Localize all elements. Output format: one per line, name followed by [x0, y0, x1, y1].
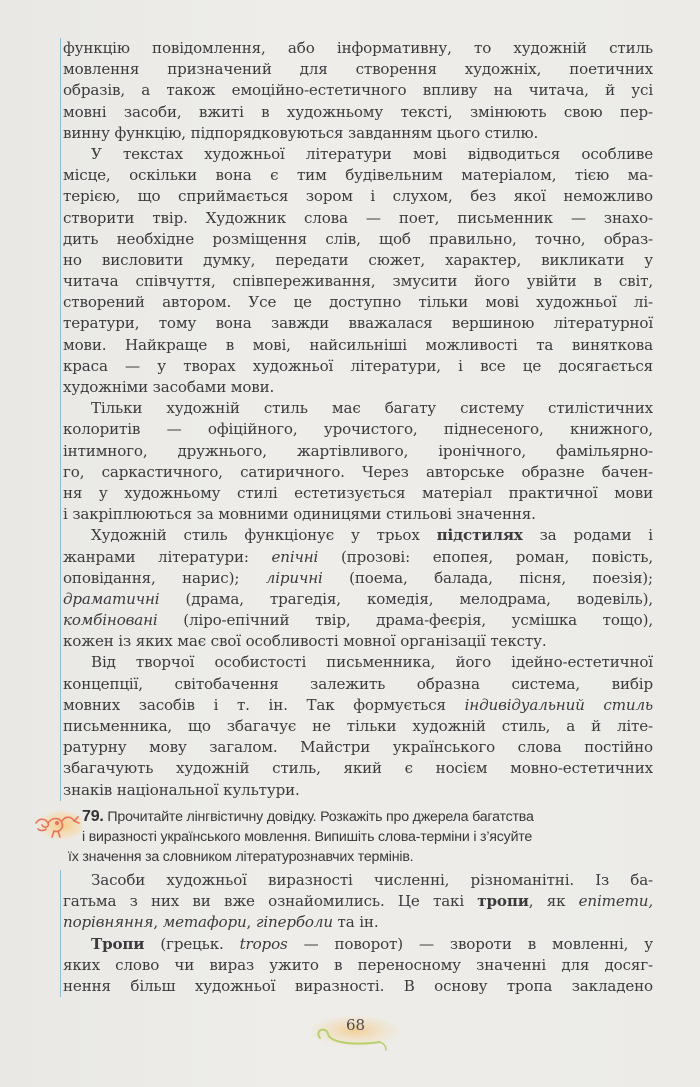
- text-line: функцію повідомлення, або інформативну, то художній стиль: [63, 39, 653, 57]
- term-substyles: підстилях: [436, 526, 523, 545]
- text-line: письменника, що збагачує не тільки художній стиль, а й літе-: [63, 717, 653, 735]
- text-line: Тропи (грецьк. tropos — поворот) — звороти в мовленні, у: [91, 934, 653, 953]
- text-line: ратурну мову загалом. Майстри українського слова постійно: [63, 738, 653, 757]
- exercise-79: [30, 807, 670, 867]
- text-line: гатьма з них ви вже ознайомились. Це такі тропи, як епітети,: [63, 892, 653, 911]
- text-line: створений автором. Усе це доступно тільки мові художньої лі-: [63, 293, 653, 312]
- text-line: мовлення призначений для створення художніх, поетичних: [63, 60, 653, 79]
- text-line: го, саркастичного, сатиричного. Через авторське образне бачен-: [63, 462, 653, 481]
- main-text-block: [60, 38, 653, 801]
- text-line: драматичні (драма, трагедія, комедія, мелодрама, водевіль),: [63, 589, 653, 608]
- text-line: ня у художньому стилі естетизується матеріал практичної мови: [63, 483, 653, 502]
- text-line: збагачують художній стиль, який є носієм мовно-естетичних: [63, 759, 653, 778]
- text-line: мови. Найкраще в мові, найсильніші можливості та виняткова: [63, 335, 653, 354]
- term-tropos: tropos: [239, 934, 288, 953]
- paragraph-3: [63, 398, 653, 525]
- task-line: 79. Прочитайте лінгвістичну довідку. Розкажіть про джерела багатства: [82, 808, 534, 825]
- term-lyric: ліричні: [265, 568, 323, 587]
- text-line: і закріплюються за мовними одиницями стильові значення.: [63, 505, 536, 524]
- reference-paragraph-2: [63, 934, 653, 998]
- task-line: їх значення за словником літературознавчих термінів.: [68, 849, 414, 865]
- text-line: жанрами літератури: епічні (прозові: епопея, роман, повість,: [63, 547, 653, 566]
- text-line: У текстах художньої літератури мові відводиться особливе: [91, 144, 653, 163]
- term-comparisons: порівняння: [63, 913, 154, 932]
- text-line: тератури, тому вона завжди вважалася вершиною літературної: [63, 314, 653, 333]
- text-line: мовні засоби, вжиті в художньому тексті, змінюють свою пер-: [63, 102, 653, 121]
- paragraph-4: [63, 525, 653, 652]
- text-line: колоритів — офіційного, урочистого, піднесеного, книжного,: [63, 420, 653, 439]
- text-line: концепції, світобачення залежить образна система, вибір: [63, 674, 653, 693]
- text-line: образів, а також емоційно-естетичного впливу на читача, й усі: [63, 81, 653, 100]
- text-line: створити твір. Художник слова — поет, письменник — знахо-: [63, 208, 653, 227]
- text-line: но висловити думку, передати сюжет, характер, викликати у: [63, 250, 653, 269]
- text-line: художніми засобами мови.: [63, 378, 275, 396]
- term-epithets: епітети,: [578, 892, 653, 911]
- text-line: порівняння, метафори, гіперболи та ін.: [63, 913, 379, 932]
- page-number: [300, 1012, 410, 1062]
- text-line: нення більш художньої виразності. В основу тропа закладено: [63, 976, 653, 995]
- ornament-bird-icon: [30, 809, 82, 841]
- text-line: Від творчої особистості письменника, його ідейно-естетичної: [91, 653, 653, 672]
- text-line: інтимного, дружнього, жартівливого, іронічного, фамільярно-: [63, 441, 653, 460]
- text-line: оповідання, нарис); ліричні (поема, балада, пісня, поезія);: [63, 568, 653, 587]
- text-line: Художній стиль функціонує у трьох підстилях за родами і: [91, 526, 653, 545]
- exercise-number: 79.: [82, 808, 104, 825]
- term-combined: комбіновані: [63, 611, 158, 630]
- paragraph-1: [63, 38, 653, 144]
- reference-paragraph-1: [63, 870, 653, 934]
- task-line: і виразності українського мовлення. Випишіть слова-терміни і з’ясуйте: [82, 829, 533, 845]
- text-line: терією, що сприймається зором і слухом, без якої неможливо: [63, 187, 653, 206]
- text-line: місце, оскільки вона є тим будівельним матеріалом, тією ма-: [63, 166, 653, 185]
- text-line: винну функцію, підпорядковуються завданням цього стилю.: [63, 123, 539, 142]
- term-individual-style: індивідуальний стиль: [464, 695, 653, 714]
- term-epic: епічні: [271, 547, 319, 566]
- text-line: краса — у творах художньої літератури, і все це досягається: [63, 356, 653, 375]
- text-line: знаків національної культури.: [63, 780, 300, 799]
- page-number-text: 68: [346, 1016, 366, 1034]
- text-line: кожен із яких має свої особливості мовної організації тексту.: [63, 632, 547, 651]
- term-tropes: тропи: [477, 892, 529, 911]
- paragraph-2: [63, 144, 653, 398]
- text-line: мовних засобів і т. ін. Так формується індивідуальний стиль: [63, 695, 653, 714]
- term-tropes-definition: Тропи: [91, 934, 145, 953]
- term-dramatic: драматичні: [63, 589, 160, 608]
- term-hyperboles: гіперболи: [255, 913, 333, 932]
- text-line: дить необхідне розміщення слів, щоб правильно, точно, образ-: [63, 229, 653, 248]
- reference-text-block: [60, 870, 653, 997]
- text-line: Засоби художньої виразності численні, різноманітні. Із ба-: [91, 871, 653, 889]
- text-line: комбіновані (ліро-епічний твір, драма-феєрія, усмішка тощо),: [63, 611, 653, 630]
- text-line: Тільки художній стиль має багату систему стилістичних: [91, 399, 653, 418]
- term-metaphors: метафори: [162, 913, 247, 932]
- paragraph-5: [63, 652, 653, 800]
- text-line: читача співчуття, співпереживання, змусити його увійти в світ,: [63, 272, 653, 291]
- text-line: яких слово чи вираз ужито в переносному значенні для досяг-: [63, 955, 653, 974]
